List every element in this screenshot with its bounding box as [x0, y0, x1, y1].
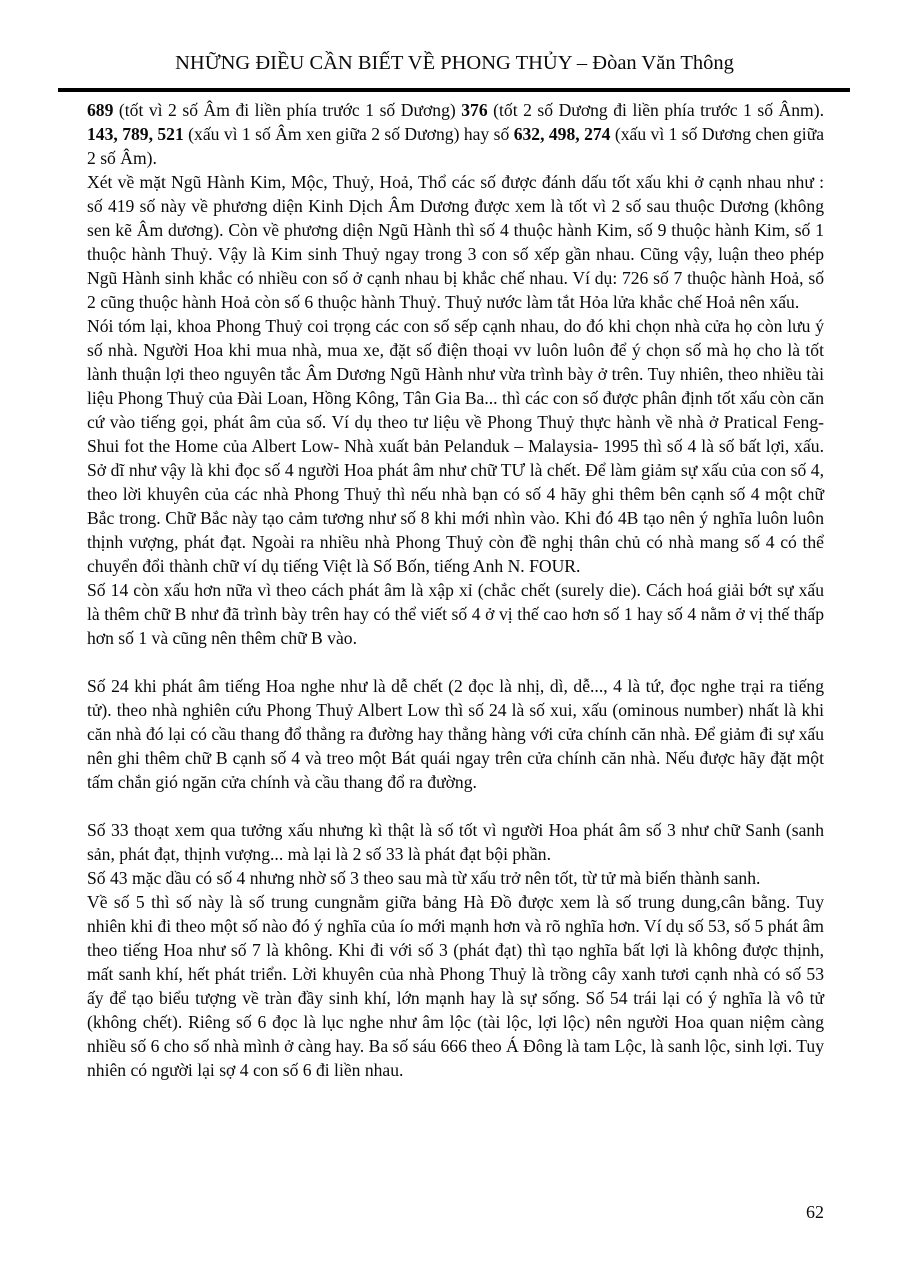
bold-number-run: 632, 498, 274	[513, 124, 611, 144]
text-run: Xét về mặt Ngũ Hành Kim, Mộc, Thuỷ, Hoả, Thổ các số được đánh dấu tốt xấu khi ở cạnh nhau như : số 419 số này về phương diện Kinh Dịch Âm Dương được xem là tốt vì 2 số sau thuộc Dương (không sen kẽ Âm dương). Còn về phương diện Ngũ Hành thì số 4 thuộc hành Kim, số 9 thuộc hành Kim, số 1 thuộc hành Thuỷ. Vậy là Kim sinh Thuỷ ngay trong 3 con số xếp gần nhau. Cũng vậy, luận theo phép Ngũ Hành sinh khắc có nhiều con số ở cạnh nhau bị khắc chế nhau. Ví dụ: 726 số 7 thuộc hành Hoả, số 2 cũng thuộc hành Hoả còn số 6 thuộc hành Thuỷ. Thuỷ nước làm tắt Hỏa lửa khắc chế Hoả nên xấu.	[87, 172, 824, 312]
page-number: 62	[806, 1202, 824, 1222]
paragraph	[87, 98, 824, 170]
paragraph	[87, 890, 824, 1082]
header-rule-divider	[58, 88, 850, 92]
text-run: (xấu vì 1 số Âm xen giữa 2 số Dương) hay số	[183, 124, 514, 144]
bold-number-run: 143, 789, 521	[87, 124, 184, 144]
text-run: Số 24 khi phát âm tiếng Hoa nghe như là dễ chết (2 đọc là nhị, dì, dễ..., 4 là tứ, đọc nghe trại ra tiếng tử). theo nhà nghiên cứu Phong Thuỷ Albert Low thì số 24 là số xui, xấu (ominous number) nhất là khi căn nhà đó lại có cầu thang đổ thẳng ra đường hay thẳng hàng với cửa chính căn nhà. Để giảm đi sự xấu nên ghi thêm chữ B cạnh số 4 và treo một Bát quái ngay trên cửa chính căn nhà. Nếu được hãy đặt một tấm chắn gió ngăn cửa chính và cầu thang đổ ra đường.	[87, 676, 824, 792]
bold-number-run: 689	[87, 100, 114, 120]
text-run: Về số 5 thì số này là số trung cungnằm giữa bảng Hà Đồ được xem là số trung dung,cân bằng. Tuy nhiên khi đi theo một số nào đó ý nghĩa của ío mới mạnh hơn và rõ nghĩa hơn. Ví dụ số 53, số 5 phát âm theo tiếng Hoa như số 7 là không. Khi đi với số 3 (phát đạt) thì tạo nghĩa bất lợi là không được thịnh, mất sanh khí, hết phát triển. Lời khuyên của nhà Phong Thuỷ là trồng cây xanh tươi cạnh nhà có số 53 ấy để tạo biểu tượng về tràn đầy sinh khí, lớn mạnh hay là sự sống. Số 54 trái lại có ý nghĩa là vô tử (không chết). Riêng số 6 đọc là lục nghe như âm lộc (tài lộc, lợi lộc) nên người Hoa quan niệm càng nhiều số 6 cho số nhà mình ở càng hay. Ba số sáu 666 theo Á Đông là tam Lộc, là sanh lộc, sinh lợi. Tuy nhiên có người lại sợ 4 con số 6 đi liền nhau.	[87, 892, 824, 1080]
bold-number-run: 376	[461, 100, 488, 120]
text-run: Số 43 mặc dầu có số 4 nhưng nhờ số 3 theo sau mà từ xấu trở nên tốt, từ tử mà biến thành sanh.	[87, 868, 761, 888]
text-run: (tốt 2 số Dương đi liền phía trước 1 số Ânm).	[487, 100, 824, 120]
paragraph	[87, 866, 824, 890]
paragraph	[87, 818, 824, 866]
document-body	[87, 98, 824, 1082]
text-run: (xấu vì 1 số Dương chen giữa 2 số Âm).	[87, 124, 825, 168]
text-run: Số 14 còn xấu hơn nữa vì theo cách phát âm là xập xỉ (chắc chết (surely die). Cách hoá giải bớt sự xấu là thêm chữ B như đã trình bày trên hay có thể viết số 4 ở vị thế cao hơn số 1 hay số 4 nằm ở vị thế thấp hơn số 1 và cũng nên thêm chữ B vào.	[87, 580, 824, 648]
paragraph-spacer	[87, 650, 824, 674]
paragraph	[87, 170, 824, 314]
page-header-title: NHỮNG ĐIỀU CẦN BIẾT VỀ PHONG THỦY – Đòan Văn Thông	[175, 52, 734, 74]
text-run: Nói tóm lại, khoa Phong Thuỷ coi trọng các con số sếp cạnh nhau, do đó khi chọn nhà cửa họ còn lưu ý số nhà. Người Hoa khi mua nhà, mua xe, đặt số điện thoại vv luôn luôn để ý chọn số mà họ cho là tốt lành thuận lợi theo nguyên tắc Âm Dương Ngũ Hành như vừa trình bày ở trên. Tuy nhiên, theo nhiều tài liệu Phong Thuỷ của Đài Loan, Hồng Kông, Tân Gia Ba... thì các con số được phân định tốt xấu còn căn cứ vào tiếng gọi, phát âm của số. Ví dụ theo tư liệu về Phong Thuỷ thực hành về nhà ở Pratical Feng-Shui fot the Home của Albert Low- Nhà xuất bản Pelanduk – Malaysia- 1995 thì số 4 là số bất lợi, xấu. Sở dĩ như vậy là khi đọc số 4 người Hoa phát âm như chữ TƯ là chết. Để làm giảm sự xấu của con số 4, theo lời khuyên của các nhà Phong Thuỷ thì nếu nhà bạn có số 4 hãy ghi thêm bên cạnh số 4 một chữ Bắc trong. Chữ Bắc này tạo cảm tương như số 8 khi mới nhìn vào. Khi đó 4B tạo nên ý nghĩa luôn luôn thịnh vượng, phát đạt. Ngoài ra nhiều nhà Phong Thuỷ còn đề nghị thân chủ có nhà mang số 4 có thể chuyển đổi thành chữ ví dụ tiếng Việt là Số Bốn, tiếng Anh N. FOUR.	[87, 316, 824, 576]
paragraph	[87, 578, 824, 650]
text-run: Số 33 thoạt xem qua tưởng xấu nhưng kì thật là số tốt vì người Hoa phát âm số 3 như chữ Sanh (sanh sản, phát đạt, thịnh vượng... mà lại là 2 số 33 là phát đạt bội phần.	[87, 820, 824, 864]
paragraph-spacer	[87, 794, 824, 818]
paragraph	[87, 314, 824, 578]
text-run: (tốt vì 2 số Âm đi liền phía trước 1 số Dương)	[113, 100, 462, 120]
paragraph	[87, 674, 824, 794]
